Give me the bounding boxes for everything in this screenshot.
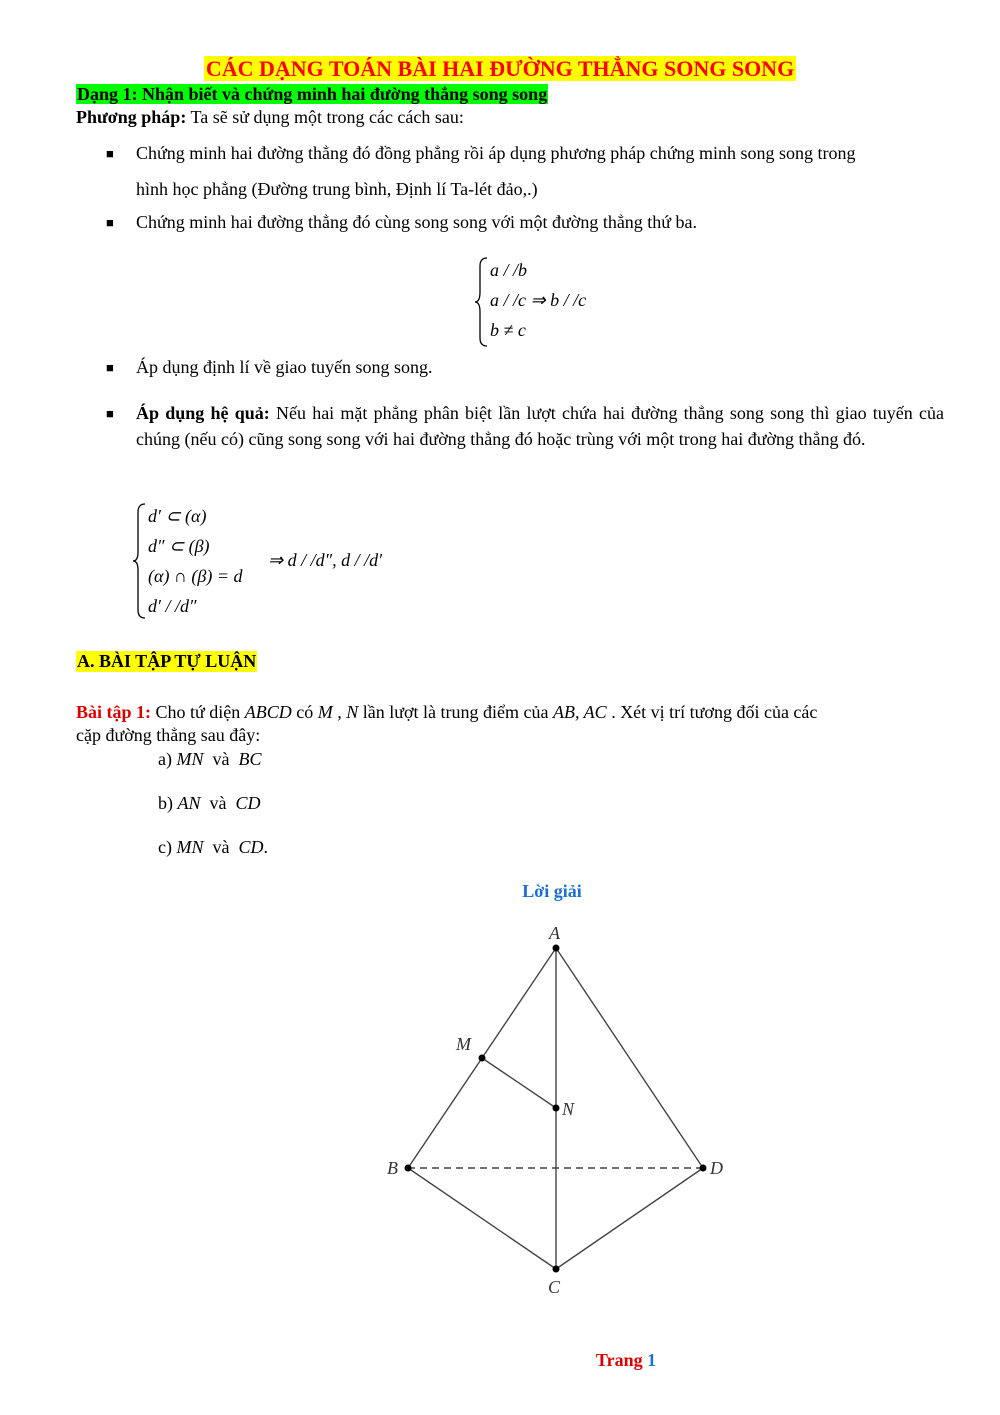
- bullet-icon: ■: [106, 406, 114, 421]
- system-1-line-2: a / /c ⇒ b / /c: [490, 290, 587, 310]
- label-n: N: [562, 1099, 575, 1119]
- page-title: CÁC DẠNG TOÁN BÀI HAI ĐƯỜNG THẲNG SONG SONG: [205, 56, 795, 81]
- exercise-1-label: Bài tập 1:: [76, 702, 152, 722]
- exercise-1-text: có: [291, 702, 318, 722]
- math-abcd: ABCD: [244, 702, 292, 722]
- method-label: Phương pháp:: [76, 107, 187, 127]
- exercise-1-text: Cho tứ diện: [151, 702, 245, 722]
- point-b: [405, 1165, 412, 1172]
- bullet-icon: ■: [106, 215, 114, 230]
- edge-ad: [556, 948, 703, 1168]
- system-1-line-1: a / /b: [490, 260, 528, 280]
- exercise-1-text: . Xét vị trí tương đối của các: [606, 702, 818, 722]
- point-n: [553, 1105, 560, 1112]
- bullet-4-text: [136, 400, 944, 452]
- brace-system-1: [474, 256, 490, 348]
- point-a: [553, 945, 560, 952]
- point-d: [700, 1165, 707, 1172]
- bullet-1-line-2: hình học phẳng (Đường trung bình, Định lí Ta-lét đảo,.): [136, 179, 538, 199]
- page-footer: [0, 1350, 1000, 1371]
- system-2-line-1: d′ ⊂ (α): [148, 506, 207, 526]
- tetrahedron-figure: [370, 915, 750, 1305]
- bullet-icon: ■: [106, 146, 114, 161]
- edge-bc: [408, 1168, 556, 1269]
- system-2-line-4: d′ / /d″: [148, 596, 197, 616]
- label-c: C: [548, 1277, 561, 1297]
- bullet-icon: ■: [106, 360, 114, 375]
- point-m: [479, 1055, 486, 1062]
- math-mn: M , N: [317, 702, 359, 722]
- edge-cd: [556, 1168, 703, 1269]
- bullet-1-line-1: Chứng minh hai đường thẳng đó đồng phẳng rồi áp dụng phương pháp chứng minh song song trong: [136, 143, 856, 163]
- solution-heading: Lời giải: [522, 881, 582, 901]
- bullet-4-body: Nếu hai mặt phẳng phân biệt lần lượt chứa hai đường thẳng song song thì giao tuyến của chúng (nếu có) cũng song song với hai đường thẳng đó hoặc trùng với một trong hai đường thẳng đó.: [136, 403, 945, 449]
- system-2-line-2: d″ ⊂ (β): [148, 536, 210, 556]
- exercise-item-c: c) MN và CD.: [158, 837, 268, 857]
- bullet-4-label: Áp dụng hệ quả:: [136, 403, 270, 423]
- bullet-3-text: Áp dụng định lí về giao tuyến song song.: [136, 357, 433, 377]
- system-2-result: ⇒ d / /d″, d / /d′: [268, 550, 383, 570]
- bullet-2-text: Chứng minh hai đường thẳng đó cùng song song với một đường thẳng thứ ba.: [136, 212, 698, 232]
- label-d: D: [710, 1158, 723, 1178]
- segment-mn: [482, 1058, 556, 1108]
- system-1-line-3: b ≠ c: [490, 320, 526, 340]
- exercise-1-statement: [76, 699, 944, 725]
- method-text: Ta sẽ sử dụng một trong các cách sau:: [186, 107, 464, 127]
- footer-page-number: 1: [647, 1350, 657, 1370]
- footer-word: Trang: [595, 1350, 648, 1370]
- system-2-line-3: (α) ∩ (β) = d: [148, 566, 243, 586]
- section-heading-a: A. BÀI TẬP TỰ LUẬN: [77, 651, 257, 671]
- exercise-1-text: lần lượt là trung điểm của: [358, 702, 554, 722]
- point-c: [553, 1266, 560, 1273]
- label-b: B: [387, 1158, 398, 1178]
- exercise-item-a: a) MN và BC: [158, 749, 262, 769]
- method-line: [76, 107, 464, 128]
- section-heading-dang1: Dạng 1: Nhận biết và chứng minh hai đường thẳng song song: [77, 84, 548, 104]
- exercise-1-line-2: cặp đường thẳng sau đây:: [76, 725, 261, 745]
- label-m: M: [456, 1034, 471, 1054]
- math-ab-ac: AB, AC: [553, 702, 607, 722]
- brace-system-2: [132, 502, 148, 620]
- label-a: A: [549, 923, 560, 943]
- exercise-item-b: b) AN và CD: [158, 793, 261, 813]
